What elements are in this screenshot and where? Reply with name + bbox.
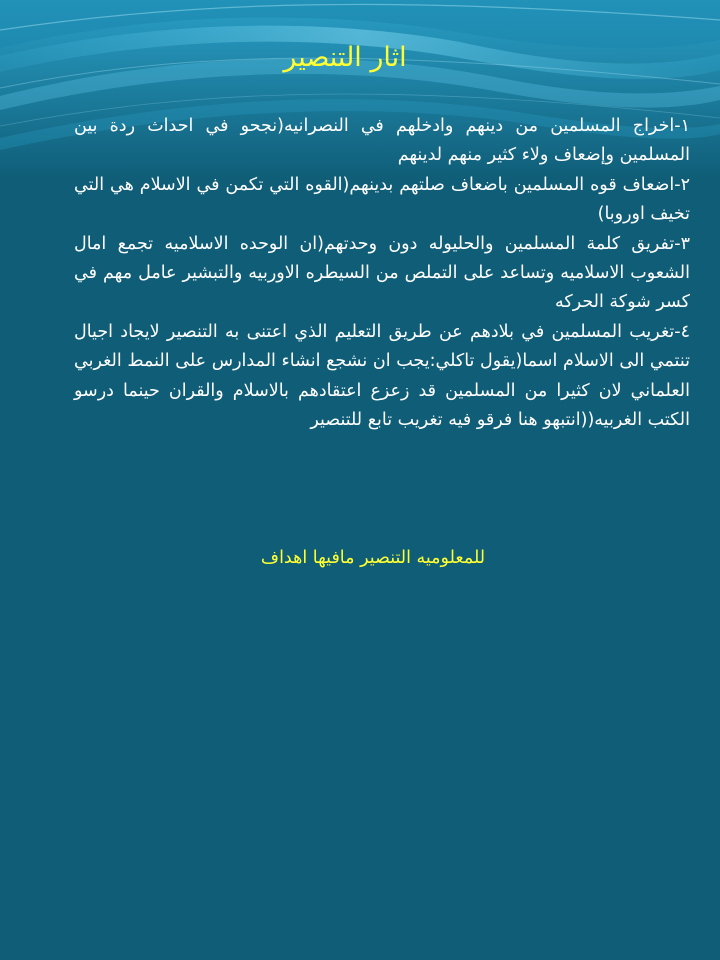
point-item: ٣-تفريق كلمة المسلمين والحليوله دون وحدتهم(ان الوحده الاسلاميه تجمع امال الشعوب الاسلاميه وتساعد على التملص من السيطره الاوربيه والتبشير عامل مهم في كسر شوكة الحركه <box>74 233 690 313</box>
slide-title: اثار التنصير <box>283 42 407 73</box>
point-item: ٢-اضعاف قوه المسلمين باضعاف صلتهم بدينهم(القوه التي تكمن في الاسلام هي التي تخيف اوروبا) <box>74 174 690 225</box>
point-item: ١-اخراج المسلمين من دينهم وادخلهم في النصرانيه(نجحو في احداث ردة بين المسلمين وإضعاف ولاء كثير منهم لدينهم <box>74 116 690 166</box>
points-list <box>74 112 690 435</box>
footnote: للمعلوميه التنصير مافيها اهداف <box>260 548 486 568</box>
point-item: ٤-تغريب المسلمين في بلادهم عن طريق التعليم الذي اعتنى به التنصير لايجاد اجيال تنتمي الى الاسلام اسما(يقول تاكلي:يجب ان نشجع انشاء المدارس على النمط الغربي العلماني لان كثيرا من المسلمين قد زعزع اعتقادهم بالاسلام والقران حينما درسو الكتب الغربيه((انتبهو هنا فرقو فيه تغريب تابع للتنصير <box>74 321 690 431</box>
